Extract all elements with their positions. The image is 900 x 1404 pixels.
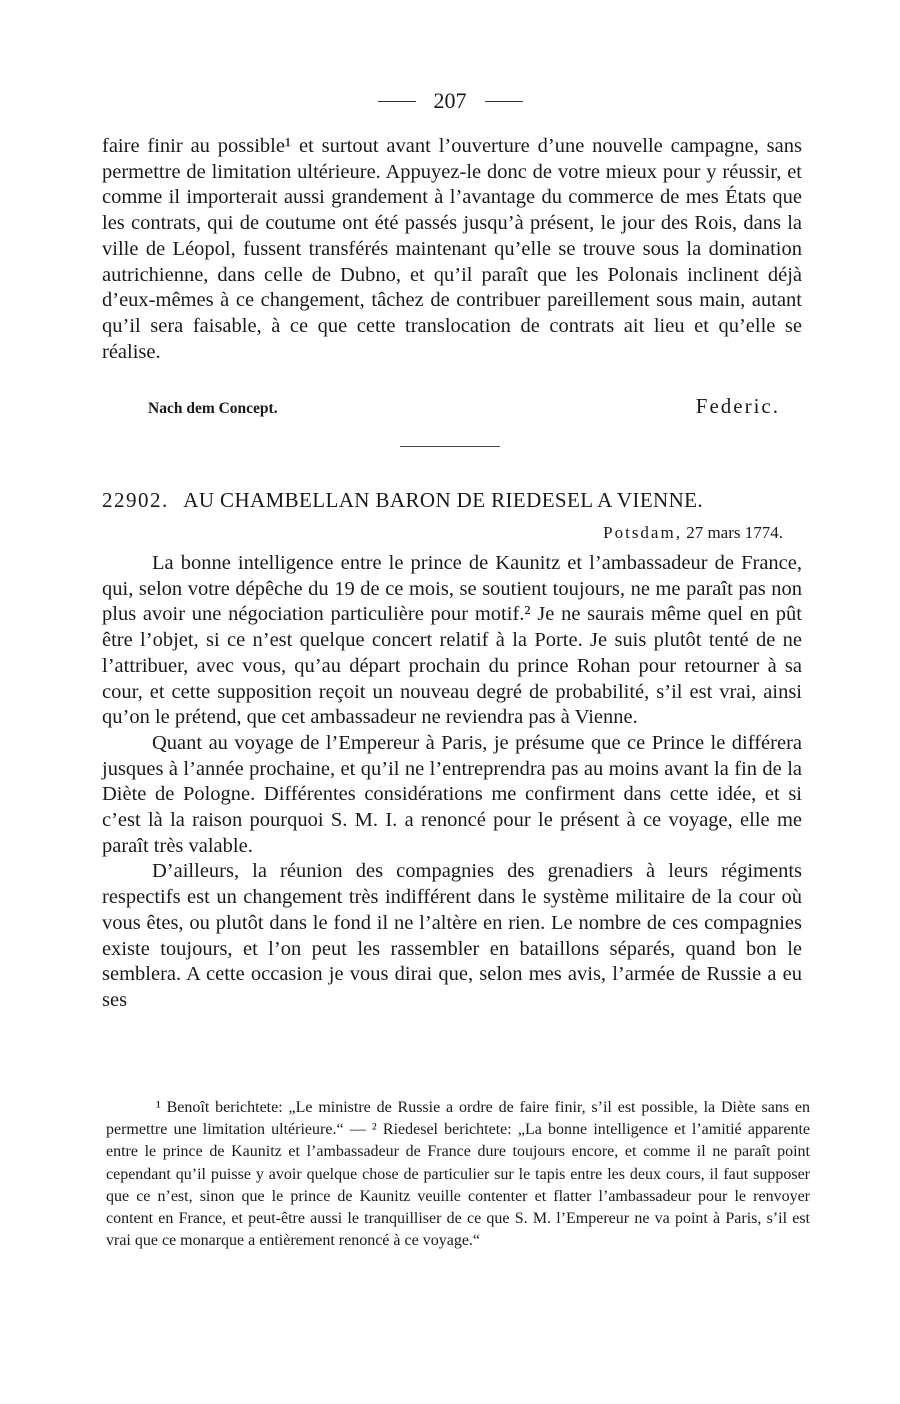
letter-date: 27 mars 1774. <box>686 523 783 542</box>
letter-place-date <box>563 523 783 543</box>
letter-number: 22902. <box>102 488 169 512</box>
header-dash-right <box>485 101 523 102</box>
letter-place: Potsdam, <box>603 523 682 542</box>
letter-body <box>102 551 802 1014</box>
letter-heading <box>102 488 802 513</box>
letter-closing <box>148 394 780 419</box>
letter-paragraph-3: D’ailleurs, la réunion des compagnies des grenadiers à leurs régiments respectifs est un changement très indifférent dans le système militaire de la cour où vous êtes, ou plutôt dans le fond il ne l’altère en rien. Le nombre de ces compagnies existe toujours, et l’on peut les rassembler en bataillons séparés, quand bon le semblera. A cette occasion je vous dirai que, selon mes avis, l’armée de Russie a eu ses <box>102 860 802 1011</box>
signature: Federic. <box>695 394 780 418</box>
footnote-text: ¹ Benoît berichtete: „Le ministre de Russie a ordre de faire finir, s’il est possible, la Diète sans en permettre une limitation ultérieure.“ — ² Riedesel berichtete: „La bonne intelligence et l’amitié apparente entre le prince de Kaunitz et l’ambassadeur de France dure toujours encore, et comme il ne paraît point cependant qu’il puisse y avoir quelque chose de particulier sur le tapis entre les deux cours, il faut supposer que ce n’est, sinon que le prince de Kaunitz veuille contenter et flatter l’ambassadeur pour le renvoyer content en France, et peut-être aussi le tranquilliser de ce que S. M. l’Empereur ne va point à Paris, s’il est vrai que ce monarque a entièrement renoncé à ce voyage.“ <box>106 1099 810 1250</box>
footnotes <box>106 1097 810 1252</box>
continued-letter-text <box>102 134 802 365</box>
page-number: 207 <box>433 88 467 113</box>
letter-paragraph-2: Quant au voyage de l’Empereur à Paris, je présume que ce Prince le différera jusques à l’année prochaine, et qu’il ne l’entreprendra pas au moins avant la fin de la Diète de Pologne. Différentes considérations me confirment dans cette idée, et si c’est là la raison pourquoi S. M. I. a renoncé pour le présent à ce voyage, elle me paraît très valable. <box>102 731 802 857</box>
header-dash-left <box>378 101 416 102</box>
source-note: Nach dem Concept. <box>148 400 278 417</box>
top-paragraph: faire finir au possible¹ et surtout avant l’ouverture d’une nouvelle campagne, sans permettre de limitation ultérieure. Appuyez-le donc de votre mieux pour y réussir, et comme il importerait aussi grandement à l’avantage du commerce de mes États que les contrats, qui de coutume ont été passés jusqu’à présent, le jour des Rois, dans la ville de Léopol, fussent transférés maintenant qu’elle se trouve sous la domination autrichienne, dans celle de Dubno, et qu’il paraît que les Polonais inclinent déjà d’eux-mêmes à ce changement, tâchez de contribuer pareillement sous main, autant qu’il sera faisable, à ce que cette translocation de contrats ait lieu et qu’elle se réalise. <box>102 135 802 363</box>
page-header <box>0 88 900 114</box>
letter-paragraph-1: La bonne intelligence entre le prince de Kaunitz et l’ambassadeur de France, qui, selon votre dépêche du 19 de ce mois, se soutient toujours, ne me paraît pas non plus avoir une négociation particulière pour motif.² Je ne saurais même quel en pût être l’objet, si ce n’est quelque concert relatif à la Porte. Je suis plutôt tenté de ne l’attribuer, avec vous, qu’au départ prochain du prince Rohan pour retourner à sa cour, et cette supposition reçoit un nouveau degré de probabilité, s’il est vrai, ainsi qu’on le prétend, que cet ambassadeur ne reviendra pas à Vienne. <box>102 552 802 729</box>
letter-title: AU CHAMBELLAN BARON DE RIEDESEL A VIENNE. <box>183 488 704 512</box>
section-divider <box>400 446 500 447</box>
